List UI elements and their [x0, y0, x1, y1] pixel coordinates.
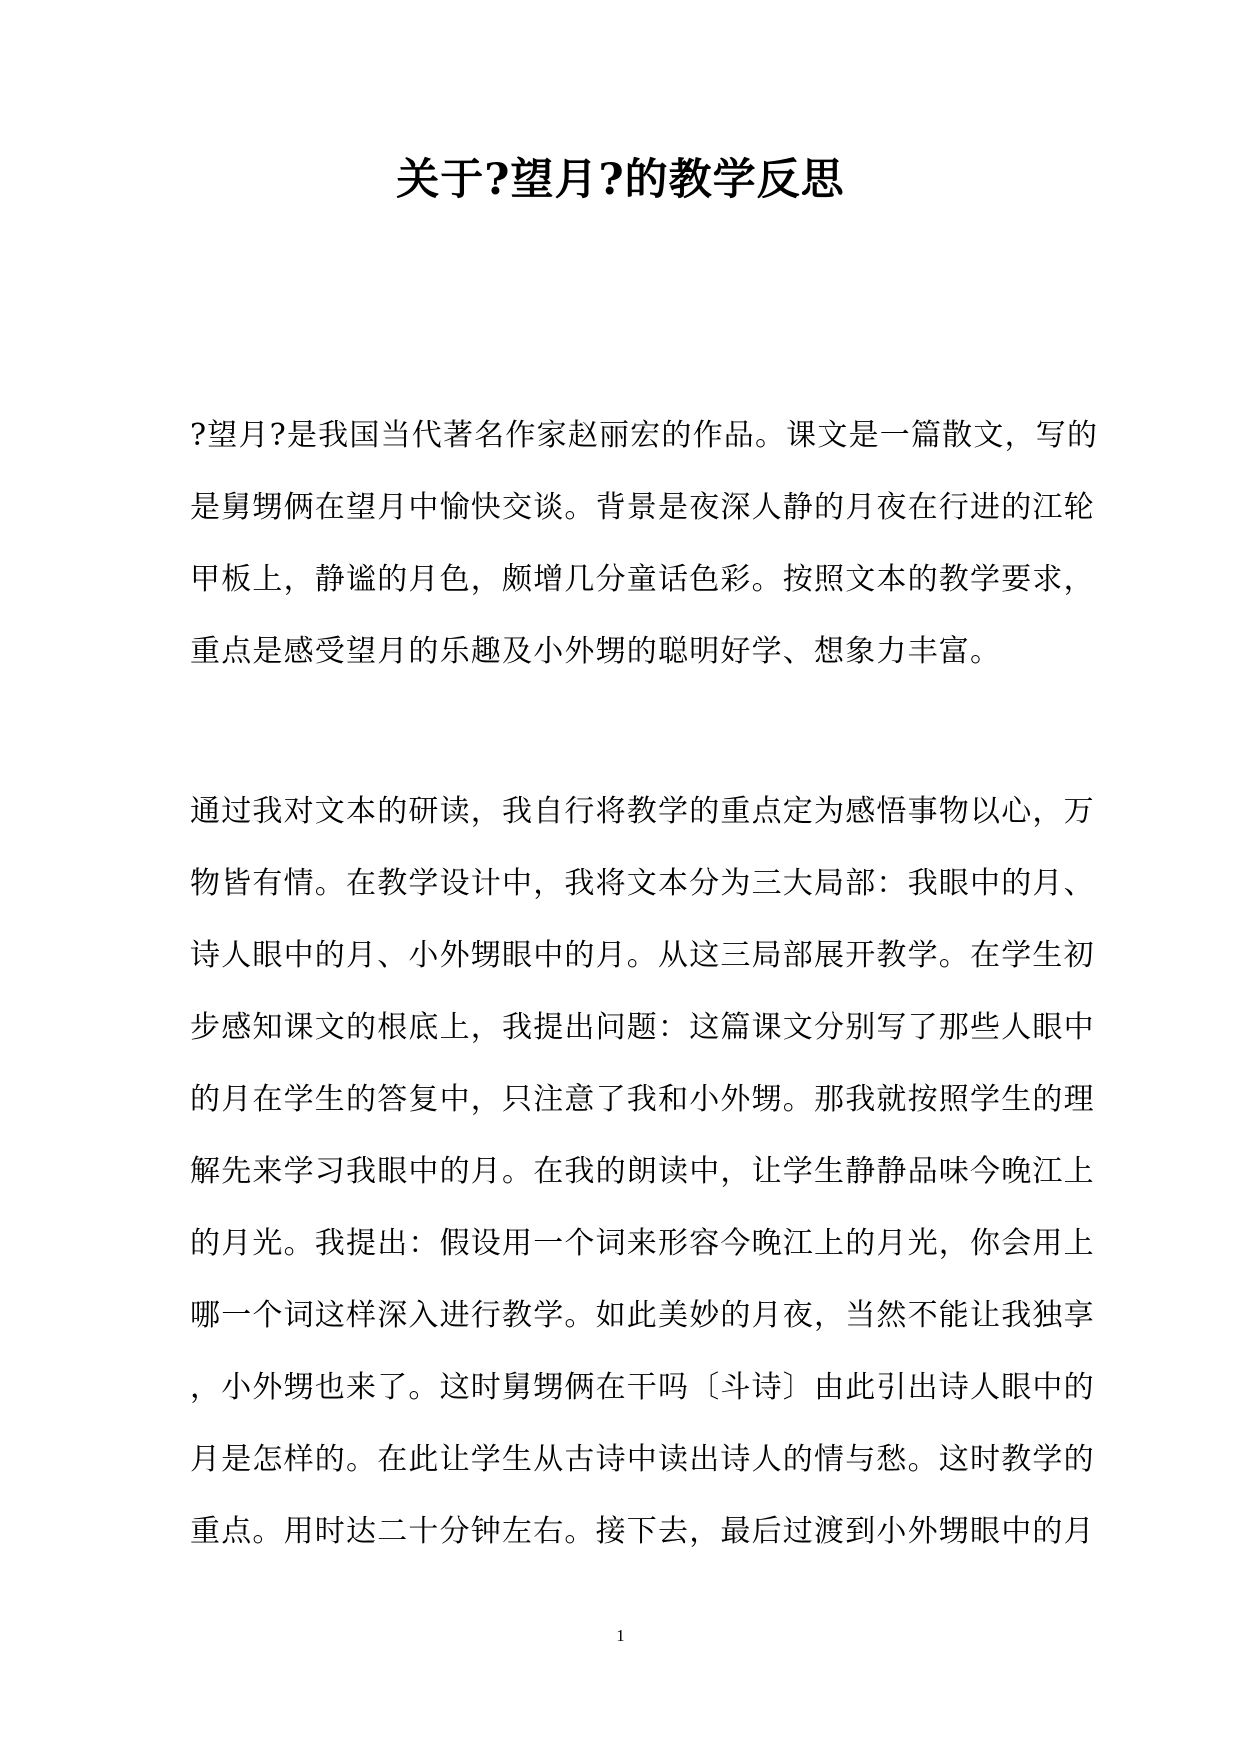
- text-line: ，小外甥也来了。这时舅甥俩在干吗〔斗诗〕由此引出诗人眼中的: [190, 1370, 1095, 1405]
- text-line: 的月光。我提出：假设用一个词来形容今晚江上的月光，你会用上: [190, 1226, 1095, 1261]
- text-line: 哪一个词这样深入进行教学。如此美妙的月夜，当然不能让我独享: [190, 1298, 1095, 1333]
- text-line: 是舅甥俩在望月中愉快交谈。背景是夜深人静的月夜在行进的江轮: [190, 490, 1095, 525]
- text-line: 通过我对文本的研读，我自行将教学的重点定为感悟事物以心，万: [190, 794, 1095, 829]
- text-line: 的月在学生的答复中，只注意了我和小外甥。那我就按照学生的理: [190, 1082, 1095, 1117]
- text-line: 诗人眼中的月、小外甥眼中的月。从这三局部展开教学。在学生初: [190, 938, 1095, 973]
- document-title: 关于?望月?的教学反思: [396, 155, 845, 205]
- paragraph-2: [190, 776, 1095, 1568]
- text-line: 重点是感受望月的乐趣及小外甥的聪明好学、想象力丰富。: [190, 634, 1002, 669]
- text-line: ?望月?是我国当代著名作家赵丽宏的作品。课文是一篇散文，写的: [190, 418, 1099, 453]
- paragraph-1: [190, 400, 1099, 688]
- page-number: 1: [616, 1626, 625, 1645]
- text-line: 解先来学习我眼中的月。在我的朗读中，让学生静静品味今晚江上: [190, 1154, 1095, 1189]
- text-line: 重点。用时达二十分钟左右。接下去，最后过渡到小外甥眼中的月: [190, 1514, 1095, 1549]
- text-line: 甲板上，静谧的月色，颇增几分童话色彩。按照文本的教学要求，: [190, 562, 1095, 597]
- text-line: 物皆有情。在教学设计中，我将文本分为三大局部：我眼中的月、: [190, 866, 1095, 901]
- text-line: 月是怎样的。在此让学生从古诗中读出诗人的情与愁。这时教学的: [190, 1442, 1095, 1477]
- text-line: 步感知课文的根底上，我提出问题：这篇课文分别写了那些人眼中: [190, 1010, 1095, 1045]
